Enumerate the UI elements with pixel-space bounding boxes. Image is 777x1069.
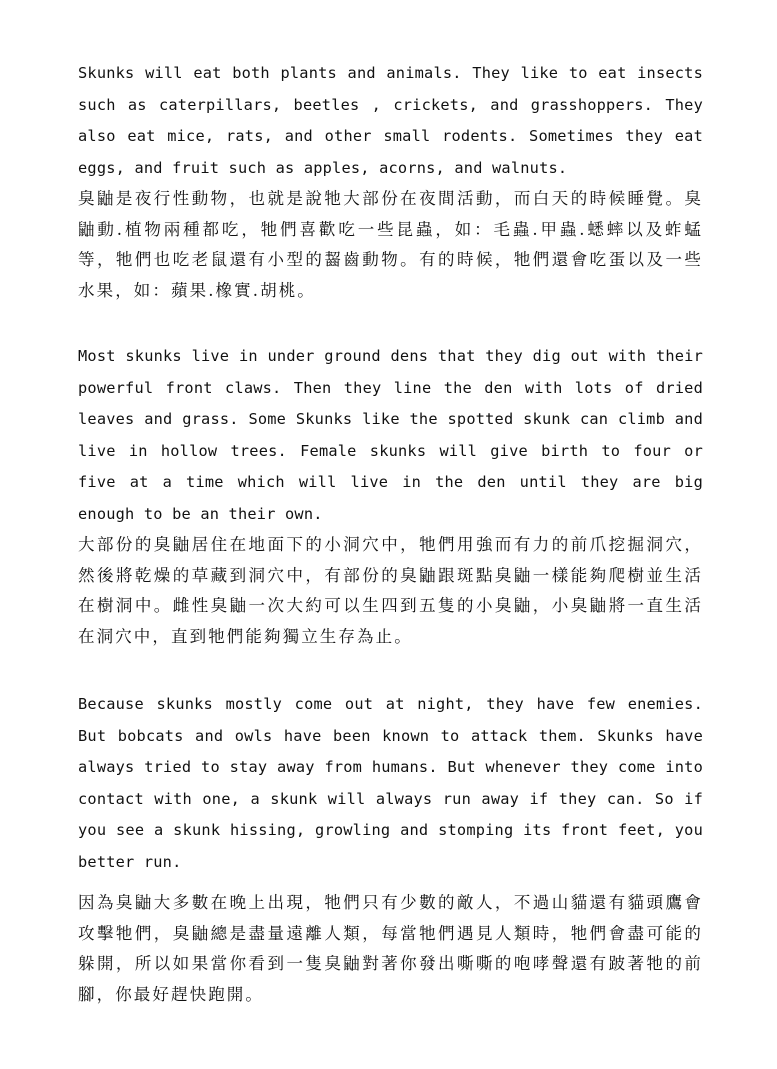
paragraph-english-diet: Skunks will eat both plants and animals. They like to eat insects such as caterpillars, beetles , crickets, and grasshoppers. They also eat mice, rats, and other small rodents. Sometimes they eat eggs, and fruit such as apples, acorns, and walnuts.: [78, 64, 703, 177]
paragraph-chinese-enemies: 因為臭鼬大多數在晚上出現，牠們只有少數的敵人，不過山貓還有貓頭鷹會攻擊牠們，臭鼬總是盡量遠離人類，每當牠們遇見人類時，牠們會盡可能的躲開，所以如果當你看到一隻臭鼬對著你發出嘶嘶的咆哮聲還有跛著牠的前腳，你最好趕快跑開。: [78, 893, 703, 1004]
paragraph-spacer: [78, 652, 703, 689]
paragraph-english-enemies: Because skunks mostly come out at night, they have few enemies. But bobcats and owls have been known to attack them. Skunks have always tried to stay away from humans. But whenever they come into contact with one, a skunk will always run away if they can. So if you see a skunk hissing, growling and stomping its front feet, you better run.: [78, 695, 703, 871]
document-page: [78, 58, 703, 1010]
paragraph-english-dens: Most skunks live in under ground dens that they dig out with their powerful front claws. Then they line the den with lots of dried leaves and grass. Some Skunks like the spotted skunk can climb and live in hollow trees. Female skunks will give birth to four or five at a time which will live in the den until they are big enough to be an their own.: [78, 347, 703, 523]
paragraph-chinese-dens: 大部份的臭鼬居住在地面下的小洞穴中，牠們用強而有力的前爪挖掘洞穴，然後將乾燥的草藏到洞穴中，有部份的臭鼬跟斑點臭鼬一樣能夠爬樹並生活在樹洞中。雌性臭鼬一次大約可以生四到五隻的小臭鼬，小臭鼬將一直生活在洞穴中，直到牠們能夠獨立生存為止。: [78, 535, 703, 646]
paragraph-chinese-diet: 臭鼬是夜行性動物，也就是說牠大部份在夜間活動，而白天的時候睡覺。臭鼬動.植物兩種都吃，牠們喜歡吃一些昆蟲，如：毛蟲.甲蟲.蟋蟀以及蚱蜢等，牠們也吃老鼠還有小型的齧齒動物。有的時候，牠們還會吃蛋以及一些水果，如：蘋果.橡實.胡桃。: [78, 189, 703, 300]
paragraph-spacer: [78, 878, 703, 888]
paragraph-spacer: [78, 306, 703, 341]
